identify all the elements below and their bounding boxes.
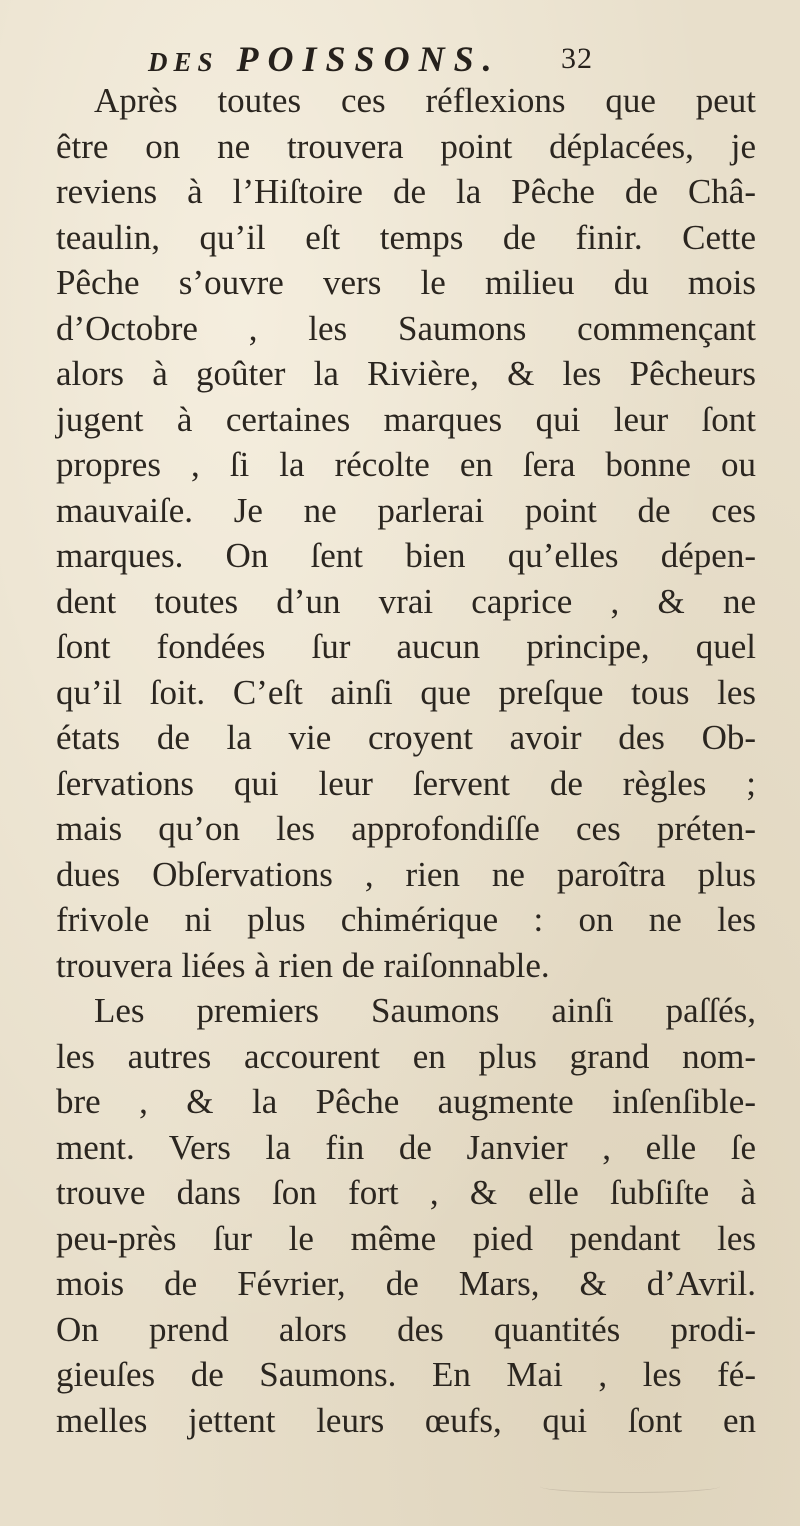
text-line: Pêche s’ouvre vers le milieu du mois — [56, 263, 756, 302]
text-line: propres , ſi la récolte en ſera bonne ou — [56, 445, 756, 484]
text-line: Les premiers Saumons ainſi paſſés, — [94, 991, 756, 1030]
running-title-des: DES — [148, 47, 219, 77]
text-line: reviens à l’Hiſtoire de la Pêche de Châ- — [56, 172, 756, 211]
text-line: gieuſes de Saumons. En Mai , les fé- — [56, 1355, 756, 1394]
text-line: mois de Février, de Mars, & d’Avril. — [56, 1264, 756, 1303]
text-line: melles jettent leurs œufs, qui ſont en — [56, 1400, 756, 1440]
running-title — [148, 38, 501, 80]
text-line: qu’il ſoit. C’eſt ainſi que preſque tous les — [56, 672, 756, 712]
text-line: ſervations qui leur ſervent de règles ; — [56, 763, 756, 803]
text-line: d’Octobre , les Saumons commençant — [56, 308, 756, 348]
text-line: ment. Vers la fin de Janvier , elle ſe — [56, 1127, 756, 1167]
text-line: trouve dans ſon fort , & elle ſubſiſte à — [56, 1173, 756, 1212]
text-line: mais qu’on les approfondiſſe ces préten- — [56, 809, 756, 848]
text-line: jugent à certaines marques qui leur ſont — [56, 399, 756, 439]
text-line: dent toutes d’un vrai caprice , & ne — [56, 581, 756, 621]
text-line: trouvera liées à rien de raiſonnable. — [56, 945, 550, 985]
text-line: ſont fondées ſur aucun principe, quel — [56, 627, 756, 666]
text-line: états de la vie croyent avoir des Ob- — [56, 718, 756, 757]
text-line: alors à goûter la Rivière, & les Pêcheurs — [56, 354, 756, 393]
paper-mark — [540, 1480, 720, 1493]
page-number: 32 — [561, 42, 593, 75]
text-line: frivole ni plus chimérique : on ne les — [56, 900, 756, 939]
running-title-poissons: POISSONS. — [236, 39, 501, 79]
text-line: teaulin, qu’il eſt temps de finir. Cette — [56, 217, 756, 257]
text-line: dues Obſervations , rien ne paroîtra plus — [56, 854, 756, 894]
text-line: bre , & la Pêche augmente inſenſible- — [56, 1082, 756, 1121]
text-line: les autres accourent en plus grand nom- — [56, 1036, 756, 1076]
text-line: peu-près ſur le même pied pendant les — [56, 1218, 756, 1258]
body-text — [56, 78, 756, 1443]
text-line: On prend alors des quantités prodi- — [56, 1309, 756, 1349]
text-line: marques. On ſent bien qu’elles dépen- — [56, 536, 756, 575]
running-head — [148, 38, 748, 82]
text-line: être on ne trouvera point déplacées, je — [56, 126, 756, 166]
text-line: Après toutes ces réflexions que peut — [94, 81, 756, 120]
text-line: mauvaiſe. Je ne parlerai point de ces — [56, 490, 756, 530]
